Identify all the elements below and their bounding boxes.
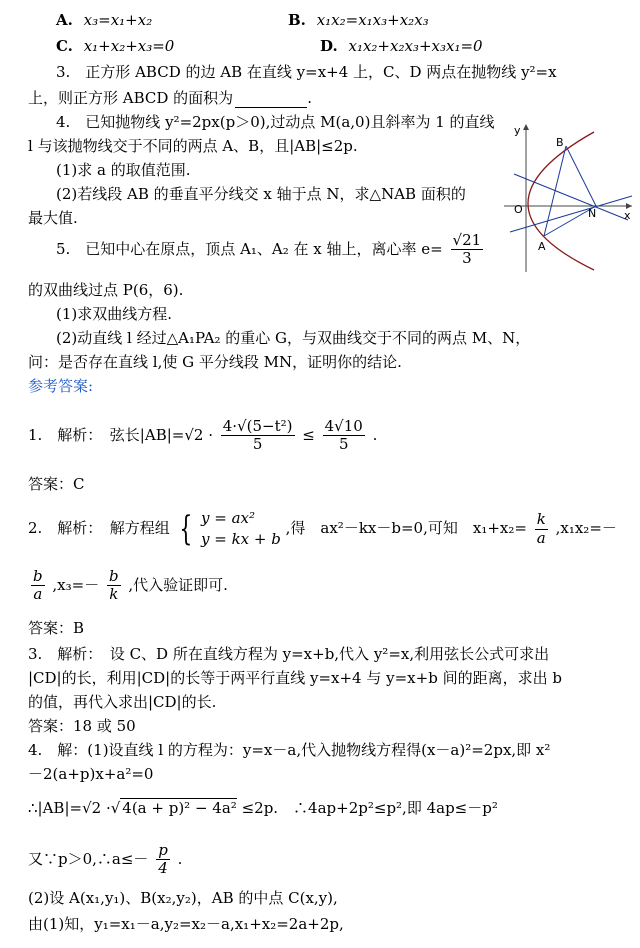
label-x: x [624,209,631,222]
q3-line2: 上，则正方形 ABCD 的面积为 . [28,89,312,107]
label-o: O [514,203,523,216]
q4-line5: 最大值. [28,209,78,227]
q5-line3: (1)求双曲线方程. [56,305,173,323]
answer1: 答案：C [28,475,85,493]
option-c: C. x₁+x₂+x₃=0 [56,37,175,55]
option-d: D. x₁x₂+x₂x₃+x₃x₁=0 [320,37,483,55]
q4-line4: (2)若线段 AB 的垂直平分线交 x 轴于点 N，求△NAB 面积的 [56,185,466,203]
answer3-line2: |CD|的长，利用|CD|的长等于两平行直线 y=x+4 与 y=x+b 间的距离，求出 b [28,669,562,687]
q4-line1: 4. 已知抛物线 y²=2px(p＞0),过动点 M(a,0)且斜率为 1 的直线 [56,113,495,131]
option-b: B. x₁x₂=x₁x₃+x₂x₃ [288,11,429,29]
answer4-line4: 又∵p＞0,∴a≤－ $\frac{p}{4}$ . [28,841,183,878]
answer4-line1: 4. 解：(1)设直线 l 的方程为：y=x－a,代入抛物线方程得(x－a)²=2px,即 x² [28,741,551,759]
option-a: A. x₃=x₁+x₂ [56,11,153,29]
answer2-analysis-cont: $\frac{b}{a}$ ,x₃=－ $\frac{b}{k}$ ,代入验证即可. [33,567,228,604]
label-y: y [514,124,521,137]
answer4-line6: 由(1)知，y₁=x₁－a,y₂=x₂－a,x₁+x₂=2a+2p, [28,915,344,933]
label-n: N [588,207,597,220]
eccentricity-fraction: $\frac{√21}{3}$ [452,231,482,268]
answer1-analysis: 1. 解析： 弦长|AB|=√2 · $\frac{\text{4·√(5−t²)}}{5}$ ≤ $\frac{4√10}{5}$ . [28,417,378,454]
label-b: B [556,136,564,149]
q4-line2: l 与该抛物线交于不同的两点 A、B，且|AB|≤2p. [28,137,358,155]
answer3-line1: 3. 解析： 设 C、D 所在直线方程为 y=x+b,代入 y²=x,利用弦长公式可求出 [28,645,550,663]
q4-line3: (1)求 a 的取值范围. [56,161,191,179]
q5-line5: 问：是否存在直线 l,使 G 平分线段 MN，证明你的结论. [28,353,402,371]
answer2-analysis: 2. 解析： 解方程组 { y = ax² y = kx + b ,得 ax²－kx－b=0,可知 x₁+x₂= $\frac{k}{a}$ ,x₁x₂=－ [28,509,617,549]
q5-line2: 的双曲线过点 P(6，6). [28,281,184,299]
q3-line1: 3. 正方形 ABCD 的边 AB 在直线 y=x+4 上，C、D 两点在抛物线 y²=x [56,63,557,81]
segment-ab [544,146,566,236]
q5-line1: 5. 已知中心在原点，顶点 A₁、A₂ 在 x 轴上，离心率 e= $\frac{√21}{3}$ [56,231,482,268]
left-brace-icon: { [178,509,192,549]
answer4-line5: (2)设 A(x₁,y₁)、B(x₂,y₂)，AB 的中点 C(x,y), [28,889,338,907]
y-axis-arrow-icon [523,124,529,130]
answer4-line3: ∴|AB|=√2 ·√ 4(a + p)² − 4a² ≤2p. ∴4ap+2p²≤p²,即 4ap≤－p² [28,799,498,817]
answer2: 答案：B [28,619,85,637]
blank [235,90,307,108]
answer3: 答案：18 或 50 [28,717,136,735]
answer3-line3: 的值，再代入求出|CD|的长. [28,693,217,711]
equation-system: y = ax² y = kx + b [201,509,281,548]
label-a: A [538,240,546,253]
q5-line4: (2)动直线 l 经过△A₁PA₂ 的重心 G，与双曲线交于不同的两点 M、N， [56,329,531,347]
answer4-line2: －2(a+p)x+a²=0 [28,765,154,783]
line-l [514,174,628,220]
parabola-figure [500,120,636,276]
answers-heading: 参考答案: [28,377,94,395]
